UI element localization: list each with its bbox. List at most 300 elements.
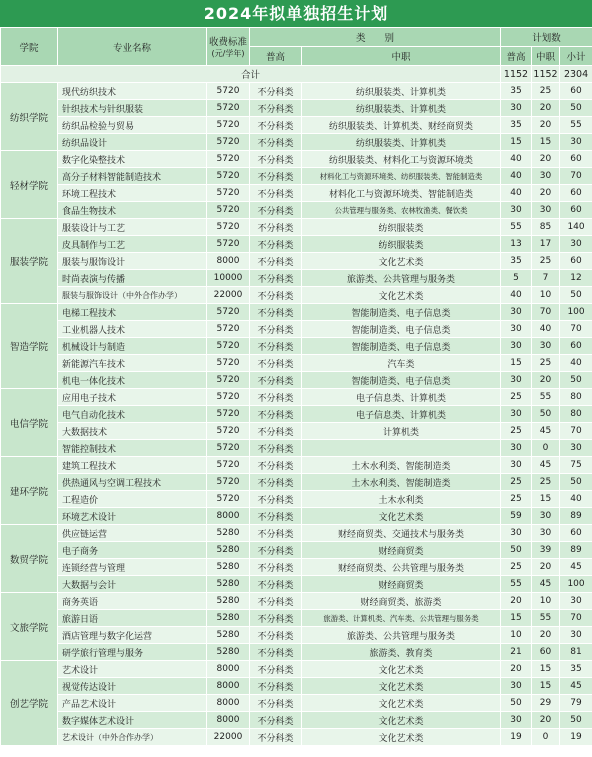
plan-subtotal-value: 55 xyxy=(560,117,592,134)
major-name: 旅游日语 xyxy=(58,610,207,627)
general-category: 不分科类 xyxy=(250,338,302,355)
plan-vocational-value: 55 xyxy=(532,610,560,627)
plan-vocational-value: 30 xyxy=(532,338,560,355)
vocational-category: 智能制造类、电子信息类 xyxy=(302,338,501,355)
college-name: 电信学院 xyxy=(1,389,58,457)
plan-subtotal-value: 70 xyxy=(560,423,592,440)
major-name: 时尚表演与传播 xyxy=(58,270,207,287)
general-category: 不分科类 xyxy=(250,474,302,491)
college-name: 创艺学院 xyxy=(1,661,58,746)
general-category: 不分科类 xyxy=(250,525,302,542)
general-category: 不分科类 xyxy=(250,355,302,372)
fee-value: 5720 xyxy=(207,423,250,440)
vocational-category: 材料化工与资源环境类、纺织服装类、智能制造类 xyxy=(302,168,501,185)
major-header: 专业名称 xyxy=(58,28,207,66)
general-category: 不分科类 xyxy=(250,559,302,576)
fee-value: 8000 xyxy=(207,678,250,695)
table-row xyxy=(1,695,592,712)
plan-general-value: 40 xyxy=(501,185,532,202)
table-row xyxy=(1,423,592,440)
table-row xyxy=(1,729,592,746)
vocational-category: 旅游类、教育类 xyxy=(302,644,501,661)
general-category: 不分科类 xyxy=(250,151,302,168)
vocational-category: 土木水利类、智能制造类 xyxy=(302,457,501,474)
fee-value: 5720 xyxy=(207,389,250,406)
plan-subtotal-value: 30 xyxy=(560,440,592,457)
major-name: 针织技术与针织服装 xyxy=(58,100,207,117)
plan-vocational-value: 20 xyxy=(532,100,560,117)
general-category: 不分科类 xyxy=(250,134,302,151)
enrollment-plan-table xyxy=(0,27,592,746)
major-name: 服装设计与工艺 xyxy=(58,219,207,236)
vocational-category: 文化艺术类 xyxy=(302,678,501,695)
plan-general-value: 30 xyxy=(501,712,532,729)
fee-value: 5720 xyxy=(207,202,250,219)
college-name: 服装学院 xyxy=(1,219,58,304)
college-name: 纺织学院 xyxy=(1,83,58,151)
general-category: 不分科类 xyxy=(250,100,302,117)
plan-subtotal-value: 79 xyxy=(560,695,592,712)
plan-subtotal-value: 40 xyxy=(560,491,592,508)
vocational-category: 旅游类、计算机类、汽车类、公共管理与服务类 xyxy=(302,610,501,627)
plan-vocational-value: 85 xyxy=(532,219,560,236)
general-category: 不分科类 xyxy=(250,83,302,100)
plan-general-value: 55 xyxy=(501,576,532,593)
plan-vocational-value: 45 xyxy=(532,576,560,593)
plan-subtotal-value: 60 xyxy=(560,185,592,202)
plan-general-value: 35 xyxy=(501,117,532,134)
plan-vocational-value: 45 xyxy=(532,423,560,440)
plan-vocational-value: 25 xyxy=(532,355,560,372)
page-title: 2024年拟单独招生计划 xyxy=(0,0,592,27)
table-row xyxy=(1,576,592,593)
plan-subtotal-value: 89 xyxy=(560,542,592,559)
table-row xyxy=(1,202,592,219)
plan-subtotal-value: 60 xyxy=(560,338,592,355)
fee-header-line1: 收费标准 xyxy=(208,37,247,48)
plan-general-header: 普高 xyxy=(501,47,532,66)
plan-general-value: 13 xyxy=(501,236,532,253)
vocational-category: 纺织服装类、材料化工与资源环境类 xyxy=(302,151,501,168)
vocational-category: 电子信息类、计算机类 xyxy=(302,389,501,406)
major-name: 纺织品设计 xyxy=(58,134,207,151)
plan-subtotal-value: 50 xyxy=(560,712,592,729)
total-row xyxy=(1,66,592,83)
major-name: 新能源汽车技术 xyxy=(58,355,207,372)
table-row xyxy=(1,559,592,576)
major-name: 工业机器人技术 xyxy=(58,321,207,338)
plan-vocational-value: 70 xyxy=(532,304,560,321)
plan-subtotal-header: 小计 xyxy=(560,47,592,66)
plan-subtotal-value: 81 xyxy=(560,644,592,661)
vocational-category: 纺织服装类 xyxy=(302,219,501,236)
plan-vocational-value: 20 xyxy=(532,117,560,134)
fee-value: 22000 xyxy=(207,729,250,746)
plan-general-value: 30 xyxy=(501,202,532,219)
fee-value: 8000 xyxy=(207,253,250,270)
vocational-category: 文化艺术类 xyxy=(302,712,501,729)
plan-header: 计划数 xyxy=(501,28,592,47)
plan-general-value: 30 xyxy=(501,440,532,457)
category-header: 类 别 xyxy=(250,28,501,47)
plan-general-value: 15 xyxy=(501,610,532,627)
vocational-category: 智能制造类、电子信息类 xyxy=(302,321,501,338)
major-name: 服装与服饰设计（中外合作办学） xyxy=(58,287,207,304)
college-header: 学院 xyxy=(1,28,58,66)
major-name: 智能控制技术 xyxy=(58,440,207,457)
vocational-category: 电子信息类、计算机类 xyxy=(302,406,501,423)
plan-general-value: 50 xyxy=(501,542,532,559)
major-name: 建筑工程技术 xyxy=(58,457,207,474)
major-name: 连锁经营与管理 xyxy=(58,559,207,576)
plan-general-value: 30 xyxy=(501,678,532,695)
table-row xyxy=(1,117,592,134)
table-row xyxy=(1,321,592,338)
vocational-category: 财经商贸类 xyxy=(302,576,501,593)
table-row xyxy=(1,627,592,644)
total-vocational: 1152 xyxy=(532,66,560,83)
plan-general-value: 40 xyxy=(501,287,532,304)
plan-general-value: 40 xyxy=(501,168,532,185)
fee-value: 5280 xyxy=(207,525,250,542)
plan-subtotal-value: 45 xyxy=(560,559,592,576)
plan-vocational-value: 30 xyxy=(532,525,560,542)
plan-subtotal-value: 50 xyxy=(560,474,592,491)
general-category: 不分科类 xyxy=(250,457,302,474)
general-category: 不分科类 xyxy=(250,491,302,508)
vocational-category: 文化艺术类 xyxy=(302,661,501,678)
vocational-category: 计算机类 xyxy=(302,423,501,440)
fee-value: 5720 xyxy=(207,168,250,185)
table-row xyxy=(1,491,592,508)
fee-value: 5720 xyxy=(207,219,250,236)
plan-subtotal-value: 35 xyxy=(560,661,592,678)
general-category: 不分科类 xyxy=(250,576,302,593)
fee-header xyxy=(207,28,250,66)
table-row xyxy=(1,389,592,406)
table-row xyxy=(1,457,592,474)
plan-subtotal-value: 50 xyxy=(560,372,592,389)
general-category: 不分科类 xyxy=(250,168,302,185)
fee-value: 5720 xyxy=(207,236,250,253)
plan-general-value: 30 xyxy=(501,406,532,423)
fee-value: 5280 xyxy=(207,627,250,644)
plan-general-value: 15 xyxy=(501,134,532,151)
plan-general-value: 30 xyxy=(501,525,532,542)
vocational-category: 旅游类、公共管理与服务类 xyxy=(302,270,501,287)
major-name: 电气自动化技术 xyxy=(58,406,207,423)
plan-general-value: 5 xyxy=(501,270,532,287)
vocational-category: 文化艺术类 xyxy=(302,508,501,525)
vocational-category: 汽车类 xyxy=(302,355,501,372)
plan-general-value: 25 xyxy=(501,474,532,491)
plan-subtotal-value: 75 xyxy=(560,457,592,474)
plan-vocational-value: 25 xyxy=(532,474,560,491)
fee-value: 5280 xyxy=(207,576,250,593)
table-row xyxy=(1,542,592,559)
plan-vocational-value: 45 xyxy=(532,457,560,474)
table-row xyxy=(1,253,592,270)
plan-vocational-header: 中职 xyxy=(532,47,560,66)
plan-vocational-value: 7 xyxy=(532,270,560,287)
plan-vocational-value: 15 xyxy=(532,678,560,695)
major-name: 纺织品检验与贸易 xyxy=(58,117,207,134)
plan-general-value: 50 xyxy=(501,695,532,712)
general-category: 不分科类 xyxy=(250,593,302,610)
table-row xyxy=(1,185,592,202)
general-category: 不分科类 xyxy=(250,712,302,729)
plan-subtotal-value: 100 xyxy=(560,576,592,593)
fee-value: 5720 xyxy=(207,185,250,202)
plan-vocational-value: 29 xyxy=(532,695,560,712)
vocational-category: 财经商贸类 xyxy=(302,542,501,559)
plan-general-value: 30 xyxy=(501,100,532,117)
plan-subtotal-value: 60 xyxy=(560,525,592,542)
plan-general-value: 21 xyxy=(501,644,532,661)
plan-subtotal-value: 140 xyxy=(560,219,592,236)
plan-general-value: 30 xyxy=(501,372,532,389)
plan-general-value: 59 xyxy=(501,508,532,525)
major-name: 数字媒体艺术设计 xyxy=(58,712,207,729)
table-row xyxy=(1,593,592,610)
college-name: 智造学院 xyxy=(1,304,58,389)
plan-vocational-value: 15 xyxy=(532,661,560,678)
table-row xyxy=(1,712,592,729)
fee-value: 8000 xyxy=(207,695,250,712)
plan-vocational-value: 20 xyxy=(532,185,560,202)
plan-vocational-value: 25 xyxy=(532,253,560,270)
general-category: 不分科类 xyxy=(250,253,302,270)
vocational-category: 纺织服装类 xyxy=(302,236,501,253)
plan-subtotal-value: 100 xyxy=(560,304,592,321)
fee-value: 5720 xyxy=(207,355,250,372)
fee-header-line2: (元/学年) xyxy=(211,49,245,58)
major-name: 食品生物技术 xyxy=(58,202,207,219)
general-category: 不分科类 xyxy=(250,627,302,644)
college-name: 轻材学院 xyxy=(1,151,58,219)
table-row xyxy=(1,83,592,100)
vocational-category: 文化艺术类 xyxy=(302,695,501,712)
table-row xyxy=(1,678,592,695)
table-row xyxy=(1,474,592,491)
table-row xyxy=(1,304,592,321)
plan-general-value: 25 xyxy=(501,389,532,406)
general-category: 不分科类 xyxy=(250,678,302,695)
major-name: 供应链运营 xyxy=(58,525,207,542)
plan-general-value: 20 xyxy=(501,661,532,678)
plan-general-value: 30 xyxy=(501,457,532,474)
plan-general-value: 20 xyxy=(501,593,532,610)
plan-vocational-value: 20 xyxy=(532,559,560,576)
plan-general-value: 25 xyxy=(501,559,532,576)
general-category: 不分科类 xyxy=(250,185,302,202)
table-row xyxy=(1,236,592,253)
general-category: 不分科类 xyxy=(250,372,302,389)
fee-value: 22000 xyxy=(207,287,250,304)
plan-subtotal-value: 30 xyxy=(560,627,592,644)
general-category: 不分科类 xyxy=(250,542,302,559)
plan-subtotal-value: 70 xyxy=(560,168,592,185)
total-general: 1152 xyxy=(501,66,532,83)
table-row xyxy=(1,168,592,185)
fee-value: 5720 xyxy=(207,134,250,151)
vocational-category: 土木水利类 xyxy=(302,491,501,508)
fee-value: 5720 xyxy=(207,117,250,134)
fee-value: 5280 xyxy=(207,610,250,627)
table-body xyxy=(1,83,592,746)
plan-subtotal-value: 70 xyxy=(560,610,592,627)
general-category: 不分科类 xyxy=(250,423,302,440)
fee-value: 5720 xyxy=(207,338,250,355)
major-name: 大数据与会计 xyxy=(58,576,207,593)
major-name: 研学旅行管理与服务 xyxy=(58,644,207,661)
fee-value: 5720 xyxy=(207,321,250,338)
plan-vocational-value: 39 xyxy=(532,542,560,559)
vocational-header: 中职 xyxy=(302,47,501,66)
plan-vocational-value: 20 xyxy=(532,372,560,389)
plan-subtotal-value: 70 xyxy=(560,321,592,338)
fee-value: 5280 xyxy=(207,542,250,559)
general-category: 不分科类 xyxy=(250,610,302,627)
major-name: 电梯工程技术 xyxy=(58,304,207,321)
table-row xyxy=(1,610,592,627)
general-category: 不分科类 xyxy=(250,508,302,525)
total-label: 合计 xyxy=(1,66,501,83)
plan-vocational-value: 10 xyxy=(532,287,560,304)
plan-vocational-value: 10 xyxy=(532,593,560,610)
table-row xyxy=(1,508,592,525)
plan-vocational-value: 0 xyxy=(532,440,560,457)
major-name: 艺术设计 xyxy=(58,661,207,678)
major-name: 机械设计与制造 xyxy=(58,338,207,355)
vocational-category: 智能制造类、电子信息类 xyxy=(302,304,501,321)
major-name: 环境艺术设计 xyxy=(58,508,207,525)
general-category: 不分科类 xyxy=(250,304,302,321)
plan-general-value: 35 xyxy=(501,83,532,100)
general-category: 不分科类 xyxy=(250,644,302,661)
table-row xyxy=(1,406,592,423)
table-row xyxy=(1,100,592,117)
major-name: 服装与服饰设计 xyxy=(58,253,207,270)
plan-vocational-value: 25 xyxy=(532,83,560,100)
college-name: 文旅学院 xyxy=(1,593,58,661)
vocational-category: 纺织服装类、计算机类、财经商贸类 xyxy=(302,117,501,134)
general-category: 不分科类 xyxy=(250,389,302,406)
college-name: 建环学院 xyxy=(1,457,58,525)
plan-subtotal-value: 80 xyxy=(560,406,592,423)
fee-value: 5280 xyxy=(207,559,250,576)
plan-general-value: 40 xyxy=(501,151,532,168)
college-name: 数贸学院 xyxy=(1,525,58,593)
general-category: 不分科类 xyxy=(250,202,302,219)
plan-vocational-value: 55 xyxy=(532,389,560,406)
table-row xyxy=(1,372,592,389)
plan-subtotal-value: 12 xyxy=(560,270,592,287)
plan-subtotal-value: 30 xyxy=(560,134,592,151)
table-row xyxy=(1,151,592,168)
fee-value: 5720 xyxy=(207,304,250,321)
fee-value: 5720 xyxy=(207,100,250,117)
general-category: 不分科类 xyxy=(250,661,302,678)
general-category: 不分科类 xyxy=(250,287,302,304)
plan-vocational-value: 20 xyxy=(532,151,560,168)
major-name: 酒店管理与数字化运营 xyxy=(58,627,207,644)
plan-subtotal-value: 60 xyxy=(560,253,592,270)
table-row xyxy=(1,440,592,457)
major-name: 数字化染整技术 xyxy=(58,151,207,168)
general-category: 不分科类 xyxy=(250,219,302,236)
vocational-category: 财经商贸类、旅游类 xyxy=(302,593,501,610)
vocational-category: 公共管理与服务类、农林牧渔类、餐饮类 xyxy=(302,202,501,219)
major-name: 皮具制作与工艺 xyxy=(58,236,207,253)
plan-vocational-value: 20 xyxy=(532,712,560,729)
plan-vocational-value: 60 xyxy=(532,644,560,661)
fee-value: 10000 xyxy=(207,270,250,287)
major-name: 供热通风与空调工程技术 xyxy=(58,474,207,491)
vocational-category: 财经商贸类、公共管理与服务类 xyxy=(302,559,501,576)
major-name: 工程造价 xyxy=(58,491,207,508)
plan-vocational-value: 30 xyxy=(532,508,560,525)
fee-value: 5280 xyxy=(207,593,250,610)
vocational-category: 材料化工与资源环境类、智能制造类 xyxy=(302,185,501,202)
vocational-category: 旅游类、公共管理与服务类 xyxy=(302,627,501,644)
vocational-category: 纺织服装类、计算机类 xyxy=(302,134,501,151)
vocational-category: 文化艺术类 xyxy=(302,253,501,270)
plan-general-value: 25 xyxy=(501,491,532,508)
plan-subtotal-value: 60 xyxy=(560,83,592,100)
fee-value: 5720 xyxy=(207,151,250,168)
fee-value: 5720 xyxy=(207,474,250,491)
plan-general-value: 30 xyxy=(501,304,532,321)
general-category: 不分科类 xyxy=(250,406,302,423)
vocational-category: 财经商贸类、交通技术与服务类 xyxy=(302,525,501,542)
plan-vocational-value: 0 xyxy=(532,729,560,746)
table-row xyxy=(1,219,592,236)
fee-value: 8000 xyxy=(207,661,250,678)
major-name: 现代纺织技术 xyxy=(58,83,207,100)
plan-subtotal-value: 45 xyxy=(560,678,592,695)
major-name: 电子商务 xyxy=(58,542,207,559)
fee-value: 8000 xyxy=(207,712,250,729)
vocational-category xyxy=(302,440,501,457)
fee-value: 5720 xyxy=(207,372,250,389)
plan-general-value: 35 xyxy=(501,253,532,270)
vocational-category: 土木水利类、智能制造类 xyxy=(302,474,501,491)
plan-subtotal-value: 60 xyxy=(560,202,592,219)
general-category: 不分科类 xyxy=(250,440,302,457)
fee-value: 5720 xyxy=(207,457,250,474)
general-category: 不分科类 xyxy=(250,117,302,134)
major-name: 产品艺术设计 xyxy=(58,695,207,712)
plan-subtotal-value: 40 xyxy=(560,355,592,372)
plan-subtotal-value: 50 xyxy=(560,100,592,117)
vocational-category: 文化艺术类 xyxy=(302,729,501,746)
plan-vocational-value: 15 xyxy=(532,491,560,508)
table-row xyxy=(1,270,592,287)
plan-subtotal-value: 50 xyxy=(560,287,592,304)
plan-vocational-value: 15 xyxy=(532,134,560,151)
plan-general-value: 30 xyxy=(501,321,532,338)
general-category: 不分科类 xyxy=(250,695,302,712)
fee-value: 5720 xyxy=(207,440,250,457)
major-name: 艺术设计（中外合作办学） xyxy=(58,729,207,746)
plan-vocational-value: 20 xyxy=(532,627,560,644)
general-high-header: 普高 xyxy=(250,47,302,66)
major-name: 视觉传达设计 xyxy=(58,678,207,695)
plan-subtotal-value: 30 xyxy=(560,593,592,610)
plan-subtotal-value: 89 xyxy=(560,508,592,525)
major-name: 高分子材料智能制造技术 xyxy=(58,168,207,185)
